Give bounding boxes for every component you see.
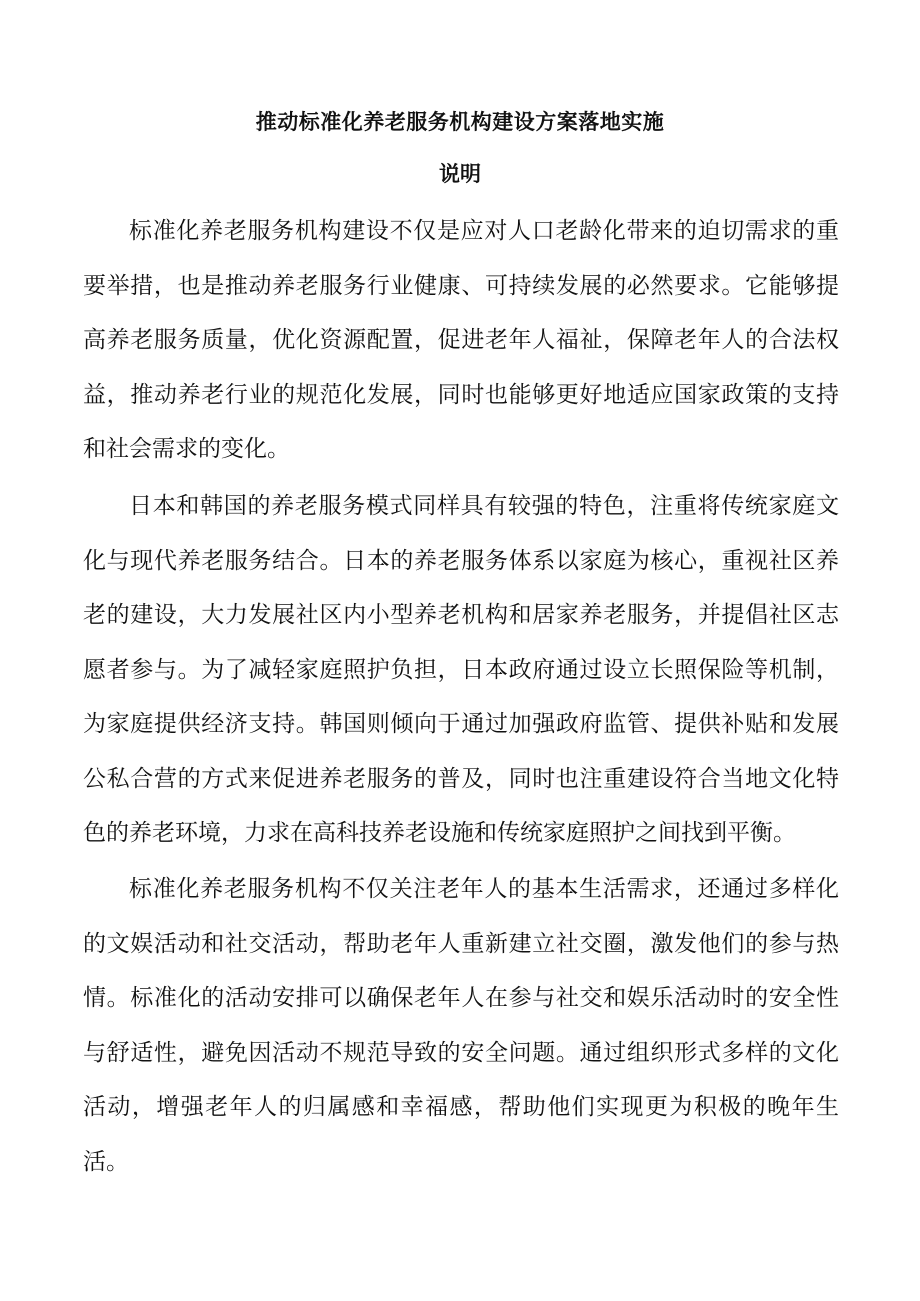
paragraph-1: 标准化养老服务机构建设不仅是应对人口老龄化带来的迫切需求的重要举措，也是推动养老服务行业健康、可持续发展的必然要求。它能够提高养老服务质量，优化资源配置，促进老年人福祉，保障老年人的合法权益，推动养老行业的规范化发展，同时也能够更好地适应国家政策的支持和社会需求的变化。 xyxy=(83,218,839,462)
paragraph-3: 标准化养老服务机构不仅关注老年人的基本生活需求，还通过多样化的文娱活动和社交活动，帮助老年人重新建立社交圈，激发他们的参与热情。标准化的活动安排可以确保老年人在参与社交和娱乐活动时的安全性与舒适性，避免因活动不规范导致的安全问题。通过组织形式多样的文化活动，增强老年人的归属感和幸福感，帮助他们实现更为积极的晚年生活。 xyxy=(83,876,839,1175)
document-title: 推动标准化养老服务机构建设方案落地实施 xyxy=(255,110,665,134)
paragraph-2: 日本和韩国的养老服务模式同样具有较强的特色，注重将传统家庭文化与现代养老服务结合。日本的养老服务体系以家庭为核心，重视社区养老的建设，大力发展社区内小型养老机构和居家养老服务，并提倡社区志愿者参与。为了减轻家庭照护负担，日本政府通过设立长照保险等机制，为家庭提供经济支持。韩国则倾向于通过加强政府监管、提供补贴和发展公私合营的方式来促进养老服务的普及，同时也注重建设符合当地文化特色的养老环境，力求在高科技养老设施和传统家庭照护之间找到平衡。 xyxy=(83,493,839,846)
document-subtitle: 说明 xyxy=(439,162,481,186)
